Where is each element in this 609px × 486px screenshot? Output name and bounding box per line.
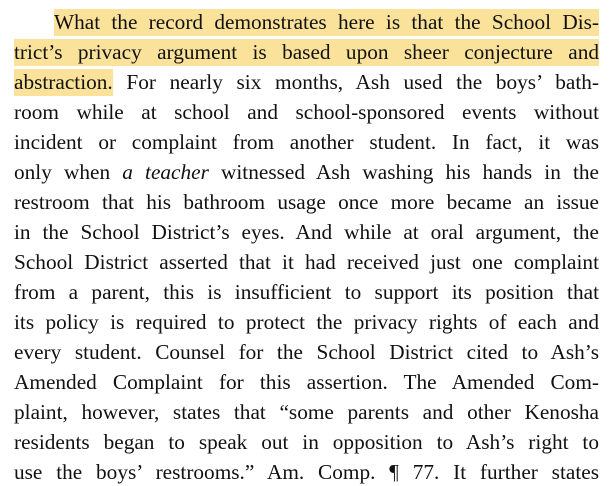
- paragraph-line-7: [14, 188, 599, 216]
- line-text: room while at school and school-sponsored events without: [14, 100, 599, 124]
- paragraph-line-5: [14, 128, 599, 156]
- paragraph-line-16: [14, 458, 599, 486]
- paragraph-line-15: [14, 428, 599, 456]
- highlighted-text: trict’s privacy argument is based upon sheer conjecture and: [14, 40, 599, 64]
- paragraph-line-10: [14, 278, 599, 306]
- line-text: residents began to speak out in opposition to Ash’s right to: [14, 430, 599, 454]
- line-text: only when: [14, 160, 123, 184]
- line-text: its policy is required to protect the privacy rights of each and: [14, 310, 599, 334]
- paragraph-line-12: [14, 338, 599, 366]
- line-text: incident or complaint from another student. In fact, it was: [14, 130, 599, 154]
- paragraph-line-9: [14, 248, 599, 276]
- paragraph-line-13: [14, 368, 599, 396]
- paragraph-line-1: [54, 8, 599, 36]
- highlighted-text: What the record demonstrates here is that the School Dis-: [54, 10, 599, 34]
- line-text: use the boys’ restrooms.” Am. Comp. ¶ 77. It further states: [14, 460, 599, 484]
- line-text: Amended Complaint for this assertion. The Amended Com-: [14, 370, 599, 394]
- paragraph-line-3: [14, 68, 599, 96]
- line-text: in the School District’s eyes. And while at oral argument, the: [14, 220, 599, 244]
- paragraph-line-4: [14, 98, 599, 126]
- paragraph-line-6: [14, 158, 599, 186]
- paragraph-line-14: [14, 398, 599, 426]
- paragraph-line-8: [14, 218, 599, 246]
- paragraph-line-2: [14, 38, 599, 66]
- line-text: witnessed Ash washing his hands in the: [208, 160, 599, 184]
- line-text: from a parent, this is insufficient to support its position that: [14, 280, 599, 304]
- line-text: School District asserted that it had received just one complaint: [14, 250, 599, 274]
- paragraph-line-11: [14, 308, 599, 336]
- line-text: plaint, however, states that “some parents and other Kenosha: [14, 400, 599, 424]
- emphasized-text: a teacher: [122, 160, 209, 184]
- line-text: For nearly six months, Ash used the boys’ bath-: [112, 70, 599, 94]
- highlighted-text: abstraction.: [14, 70, 113, 94]
- line-text: restroom that his bathroom usage once more became an issue: [14, 190, 599, 214]
- line-text: every student. Counsel for the School District cited to Ash’s: [14, 340, 599, 364]
